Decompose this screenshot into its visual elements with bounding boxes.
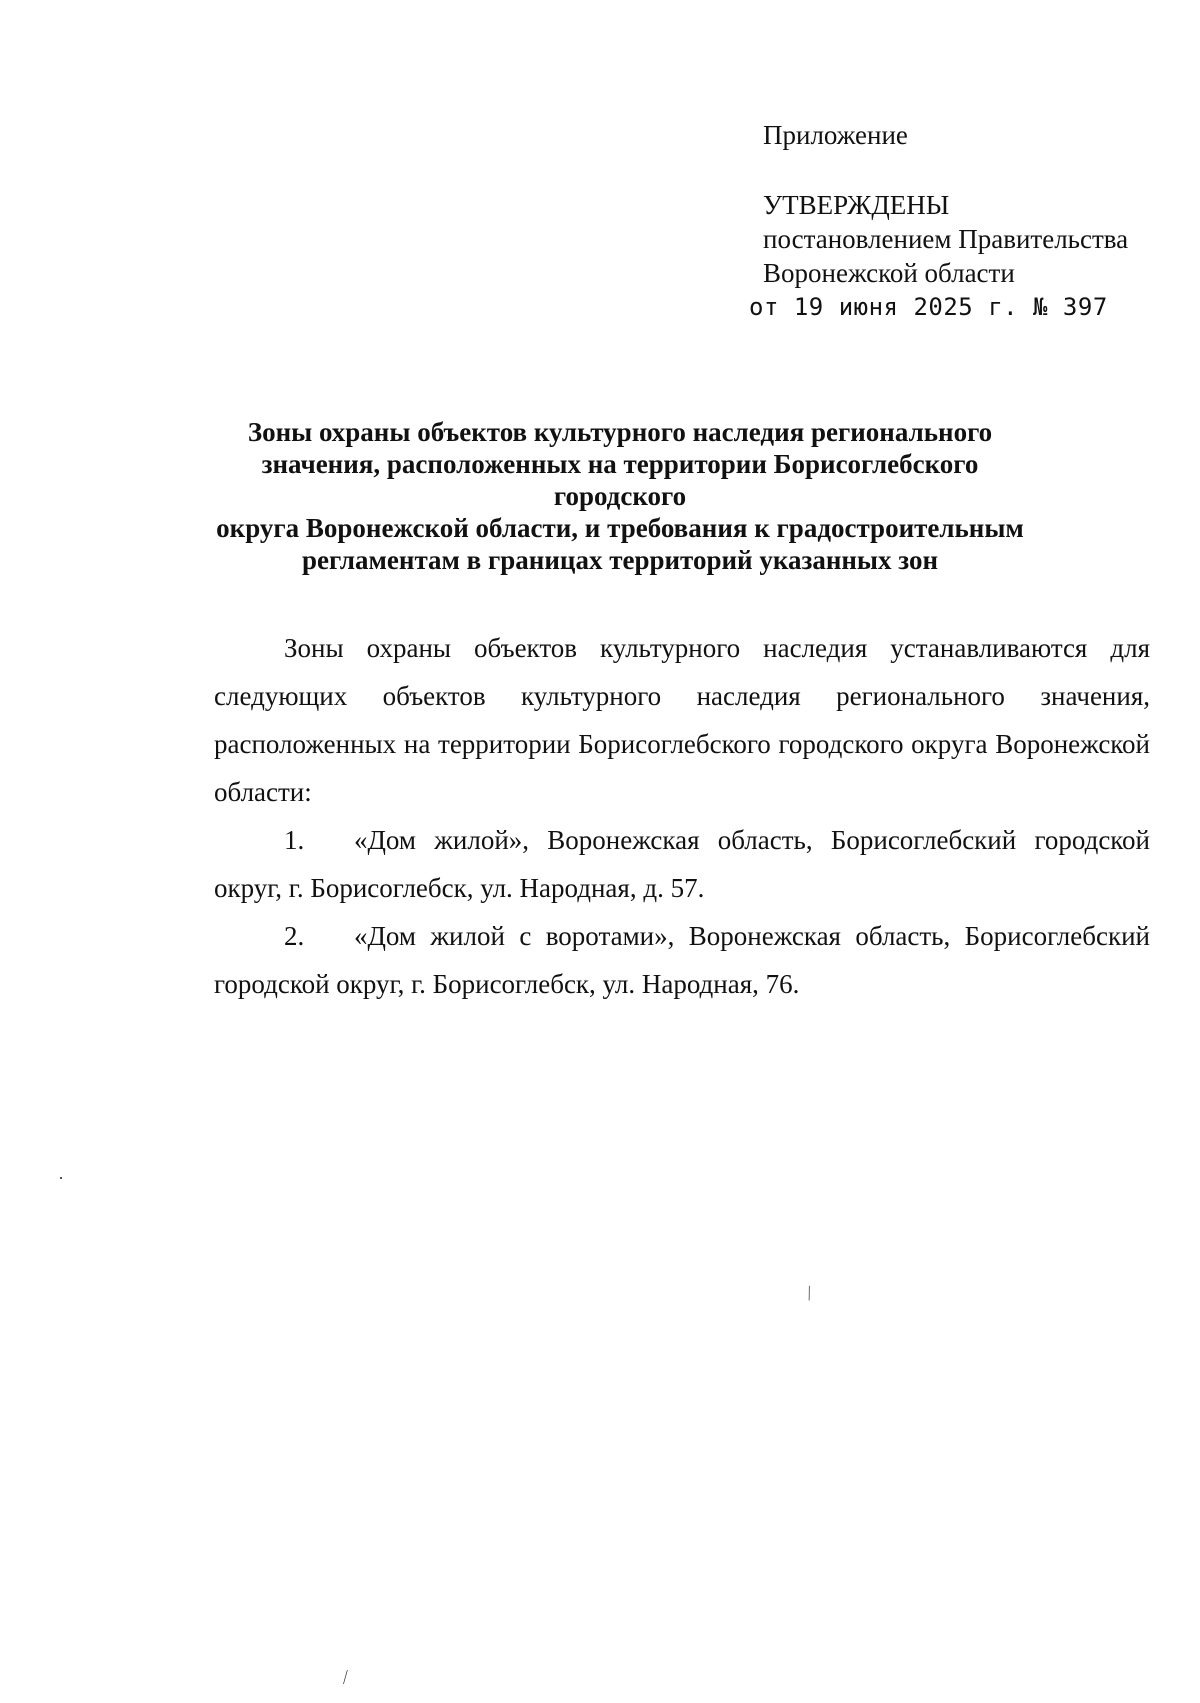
list-item-text: «Дом жилой с воротами», Воронежская область, Борисоглебский городской округ, г. Борисоглебск, ул. Народная, 76. — [214, 921, 1150, 999]
document-body — [214, 624, 1150, 1008]
list-item-number: 1. — [284, 825, 305, 855]
approved-label: УТВЕРЖДЕНЫ — [763, 190, 950, 220]
approval-block — [749, 118, 1129, 324]
attachment-label: Приложение — [763, 120, 908, 150]
scan-mark: · — [58, 1168, 64, 1188]
approved-by-line-1: постановлением Правительства — [763, 224, 1129, 254]
list-item-text: «Дом жилой», Воронежская область, Борисоглебский городской округ, г. Борисоглебск, ул. Народная, д. 57. — [214, 825, 1150, 903]
scan-mark: ⁄ — [802, 1284, 817, 1303]
intro-paragraph: Зоны охраны объектов культурного наследия устанавливаются для следующих объектов культурного наследия регионального значения, расположенных на территории Борисоглебского городского округа Воронежской области: — [214, 633, 1150, 807]
list-item — [214, 816, 1150, 912]
title-line-1: Зоны охраны объектов культурного наследия регионального — [247, 417, 993, 447]
title-line-2: значения, расположенных на территории Борисоглебского городского — [261, 449, 979, 511]
scan-mark: ⁄ — [340, 1667, 351, 1687]
list-item — [214, 912, 1150, 1008]
decree-date: от 19 июня 2025 г. № 397 — [749, 293, 1108, 321]
list-item-number: 2. — [284, 921, 305, 951]
approved-by-line-2: Воронежской области — [763, 258, 1015, 288]
document-title — [200, 416, 1040, 576]
title-line-3: округа Воронежской области, и требования к градостроительным — [216, 513, 1024, 543]
title-line-4: регламентам в границах территорий указанных зон — [301, 545, 939, 575]
